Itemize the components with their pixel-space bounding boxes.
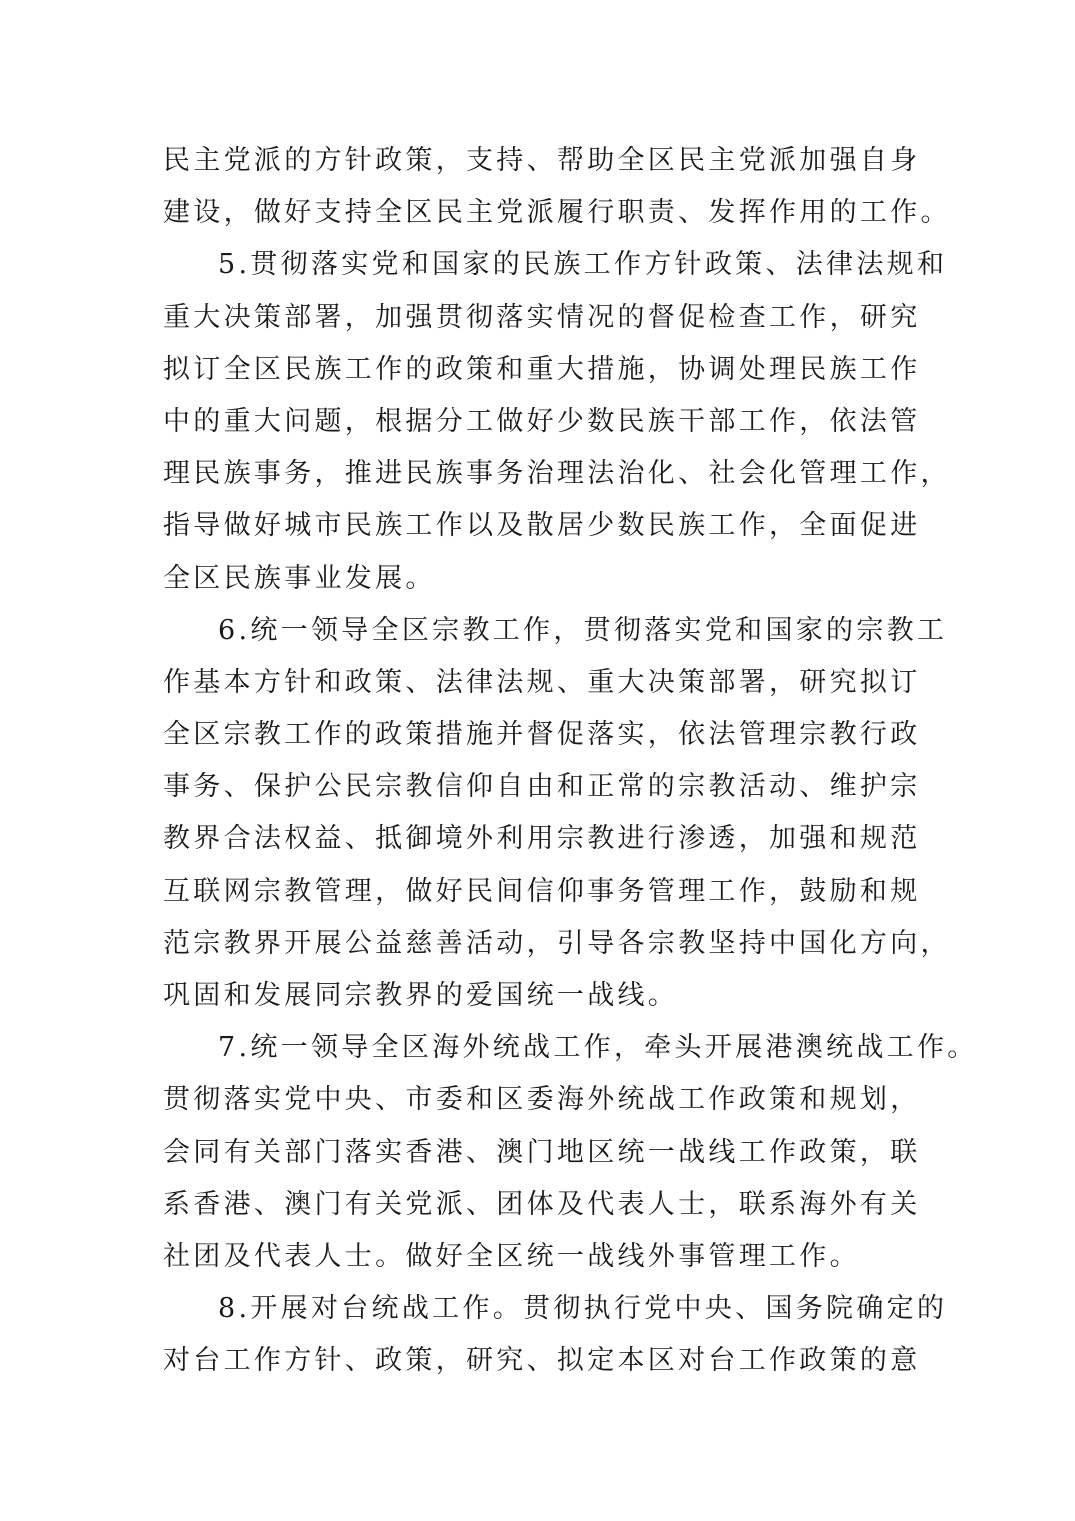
text-line: 社团及代表人士。做好全区统一战线外事管理工作。: [163, 1240, 860, 1272]
paragraph-start-line: 8.开展对台统战工作。贯彻执行党中央、国务院确定的: [218, 1293, 948, 1325]
text-line: 互联网宗教管理，做好民间信仰事务管理工作，鼓励和规: [163, 875, 921, 907]
text-line: 巩固和发展同宗教界的爱国统一战线。: [163, 980, 679, 1011]
text-line: 全区宗教工作的政策措施并督促落实，依法管理宗教行政: [163, 719, 921, 751]
text-line: 重大决策部署，加强贯彻落实情况的督促检查工作，研究: [163, 301, 921, 333]
text-line: 事务、保护公民宗教信仰自由和正常的宗教活动、维护宗: [163, 771, 921, 803]
text-line: 民主党派的方针政策，支持、帮助全区民主党派加强自身: [163, 145, 921, 176]
paragraph-start-line: 5.贯彻落实党和国家的民族工作方针政策、法律法规和: [218, 249, 948, 281]
text-line: 中的重大问题，根据分工做好少数民族干部工作，依法管: [163, 405, 921, 437]
text-line: 理民族事务，推进民族事务治理法治化、社会化管理工作，: [163, 458, 951, 490]
text-line: 范宗教界开展公益慈善活动，引导各宗教坚持中国化方向，: [163, 927, 951, 959]
text-line: 拟订全区民族工作的政策和重大措施，协调处理民族工作: [163, 353, 921, 385]
document-body: [163, 135, 978, 1388]
text-line: 作基本方针和政策、法律法规、重大决策部署，研究拟订: [163, 666, 921, 698]
text-line: 指导做好城市民族工作以及散居少数民族工作，全面促进: [163, 510, 921, 542]
text-line: 会同有关部门落实香港、澳门地区统一战线工作政策，联: [163, 1136, 921, 1168]
paragraph-start-line: 7.统一领导全区海外统战工作，牵头开展港澳统战工作。: [218, 1032, 978, 1064]
text-line: 贯彻落实党中央、市委和区委海外统战工作政策和规划，: [163, 1084, 921, 1116]
text-line: 教界合法权益、抵御境外利用宗教进行渗透，加强和规范: [163, 823, 921, 855]
text-line: 对台工作方针、政策，研究、拟定本区对台工作政策的意: [163, 1345, 921, 1377]
text-line: 全区民族事业发展。: [163, 562, 436, 594]
text-line: 建设，做好支持全区民主党派履行职责、发挥作用的工作。: [163, 197, 951, 229]
paragraph-start-line: 6.统一领导全区宗教工作，贯彻落实党和国家的宗教工: [218, 614, 948, 646]
text-line: 系香港、澳门有关党派、团体及代表人士，联系海外有关: [163, 1188, 921, 1220]
